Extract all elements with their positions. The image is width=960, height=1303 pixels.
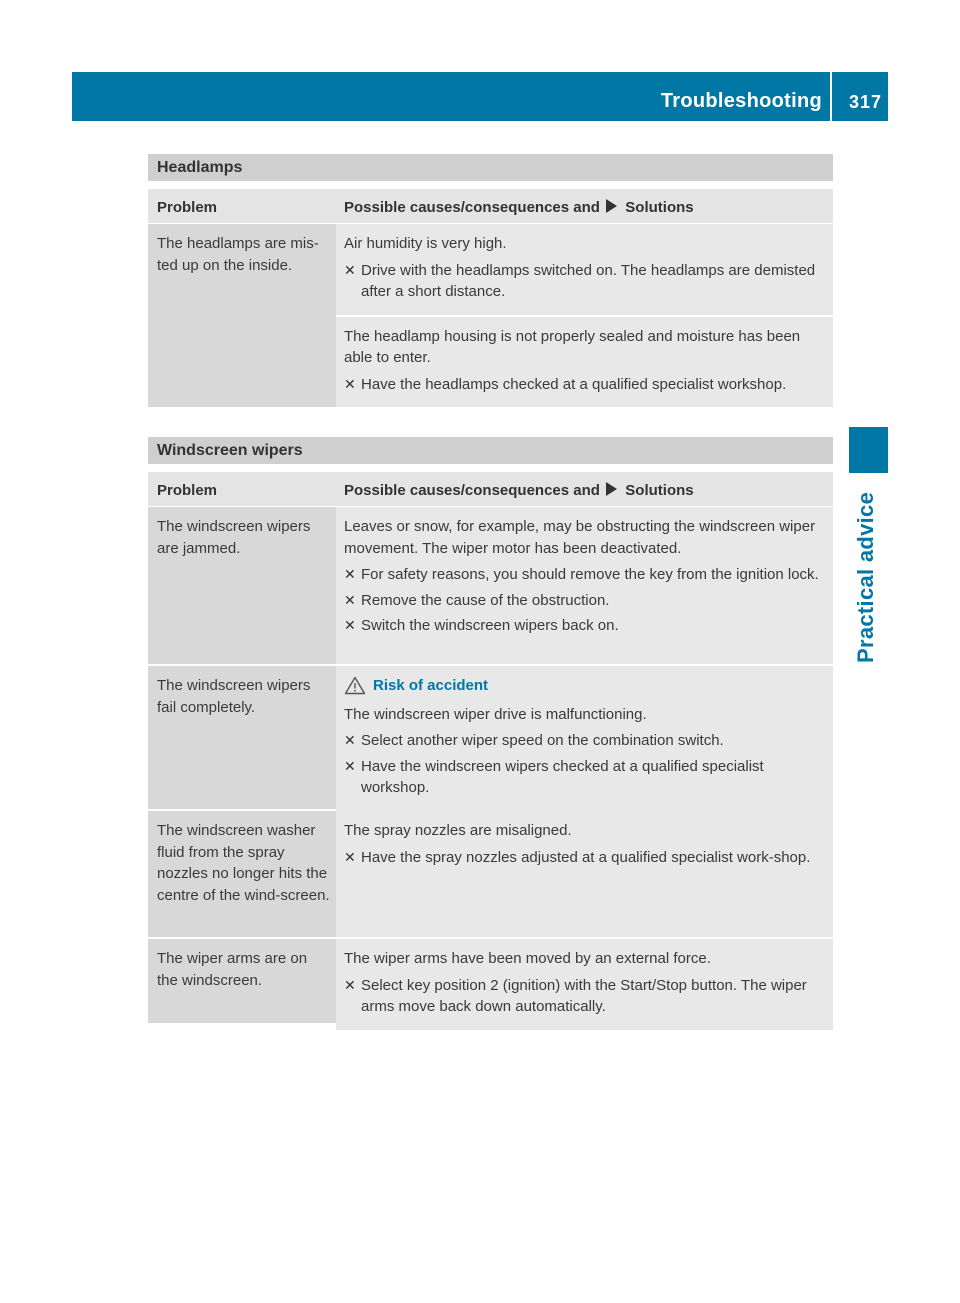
table-row [148, 507, 833, 666]
header-divider [830, 72, 832, 121]
cross-icon: ✕ [344, 617, 356, 633]
cross-icon: ✕ [344, 976, 356, 993]
wipers-section [148, 437, 833, 1025]
section-title: Windscreen wipers [148, 437, 833, 464]
chapter-title: Troubleshooting [660, 90, 822, 112]
cross-icon: ✕ [344, 757, 356, 774]
step-item: ✕ Select another wiper speed on the combination switch. [344, 730, 827, 752]
problem-cell: The windscreen washer fluid from the spray nozzles no longer hits the centre of the wind-screen. [148, 811, 336, 937]
step-item: ✕ For safety reasons, you should remove the key from the ignition lock. [344, 564, 827, 586]
cause-cell: The spray nozzles are misaligned. ✕ Have the spray nozzles adjusted at a qualified specialist work-shop. [336, 811, 833, 937]
table-row [148, 666, 833, 811]
step-item: ✕ Have the headlamps checked at a qualified specialist workshop. [344, 374, 827, 396]
step-item: ✕ Switch the windscreen wipers back on. [344, 615, 827, 637]
warning-notice [344, 675, 827, 697]
table-row [148, 939, 833, 1025]
table-header [148, 189, 833, 224]
table-row [148, 224, 833, 409]
column-header-problem: Problem [157, 199, 218, 216]
problem-cell: The windscreen wipers are jammed. [148, 507, 336, 664]
section-title: Headlamps [148, 154, 833, 181]
cause-cell: Air humidity is very high. ✕ Drive with the headlamps switched on. The headlamps are demisted after a short distance. [336, 224, 833, 315]
column-header-problem: Problem [157, 482, 218, 499]
problem-cell: The headlamps are mis-ted up on the inside. [148, 224, 336, 407]
step-item: ✕ Have the spray nozzles adjusted at a qualified specialist work-shop. [344, 847, 827, 869]
side-section-label: Practical advice [853, 491, 878, 663]
cause-cell: Leaves or snow, for example, may be obstructing the windscreen wiper movement. The wiper motor has been deactivated. ✕ For safety reasons, you should remove the key from the ignition lock. ✕ Remove the cause of the obstruction. ✕ Switch the windscreen wipers back on. [336, 507, 833, 664]
cause-cell: The headlamp housing is not properly sealed and moisture has been able to enter. ✕ Have the headlamps checked at a qualified specialist workshop. [336, 315, 833, 408]
side-tab-marker [849, 427, 888, 473]
problem-cell: The windscreen wipers fail completely. [148, 666, 336, 809]
step-item: ✕ Select key position 2 (ignition) with the Start/Stop button. The wiper arms move back down automatically. [344, 976, 807, 1015]
problem-cell: The wiper arms are on the windscreen. [148, 939, 336, 1023]
step-item: ✕ Have the windscreen wipers checked at a qualified specialist workshop. [344, 757, 764, 796]
step-item: ✕ Drive with the headlamps switched on. The headlamps are demisted after a short distance. [344, 261, 816, 300]
cross-icon: ✕ [344, 591, 356, 608]
cross-icon: ✕ [344, 566, 356, 582]
page-header [72, 72, 888, 121]
step-item: ✕ Remove the cause of the obstruction. [344, 590, 827, 612]
column-header-causes: Possible causes/consequences and Solutions [344, 482, 694, 499]
cross-icon: ✕ [344, 848, 356, 865]
warning-triangle-icon [344, 676, 366, 695]
cross-icon: ✕ [344, 375, 356, 392]
warning-label: Risk of accident [373, 677, 489, 694]
headlamps-section [148, 154, 833, 409]
table-row [148, 811, 833, 939]
play-arrow-icon [606, 482, 617, 496]
cause-cell: The wiper arms have been moved by an external force. ✕ Select key position 2 (ignition) with the Start/Stop button. The wiper arms move back down automatically. [336, 939, 833, 1030]
play-arrow-icon [606, 199, 617, 213]
cross-icon: ✕ [344, 261, 356, 278]
cross-icon: ✕ [344, 732, 356, 748]
column-header-causes: Possible causes/consequences and Solutions [344, 199, 694, 216]
page-number: 317 [848, 92, 882, 112]
cause-cell: Risk of accident The windscreen wiper drive is malfunctioning. ✕ Select another wiper speed on the combination switch. ✕ Have the windscreen wipers checked at a qualified specialist workshop. [336, 666, 833, 811]
table-header [148, 472, 833, 507]
